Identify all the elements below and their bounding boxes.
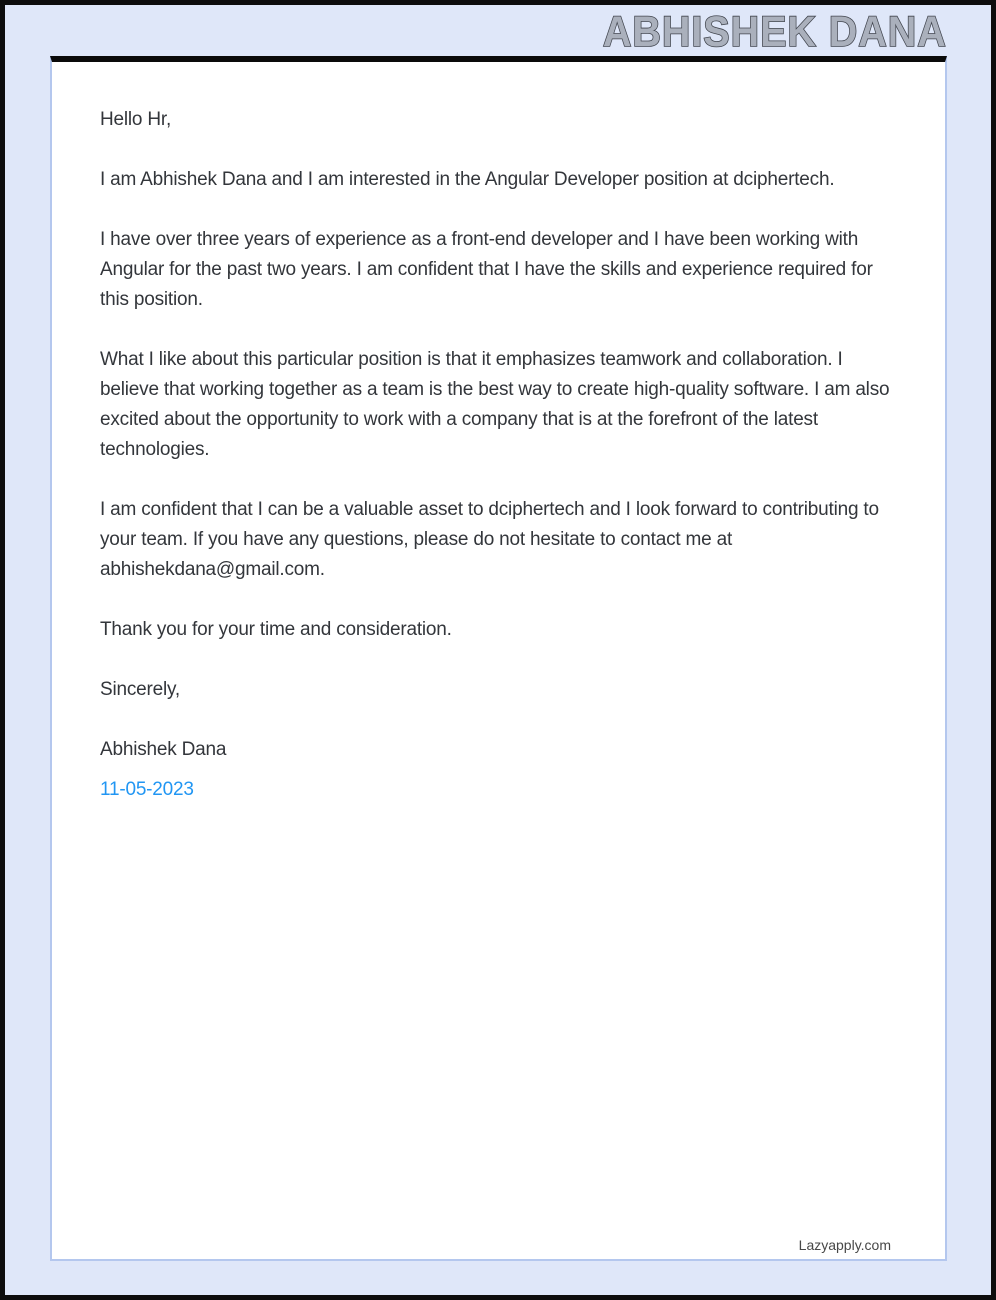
watermark-link[interactable]: Lazyapply.com <box>798 1237 891 1253</box>
greeting-line: Hello Hr, <box>100 109 172 130</box>
paragraph-introduction: I am Abhishek Dana and I am interested in the Angular Developer position at dciphertech. <box>100 169 835 190</box>
paragraph-contact: I am confident that I can be a valuable asset to dciphertech and I look forward to contributing to your team. If you have any questions, please do not hesitate to contact me at abhishekdana@gmail.com. <box>100 499 879 580</box>
letter-date: 11-05-2023 <box>100 779 194 800</box>
letter-sheet <box>50 56 947 1261</box>
paragraph-motivation: What I like about this particular position is that it emphasizes teamwork and collaboration. I believe that working together as a team is the best way to create high-quality software. I am also excited about the opportunity to work with a company that is at the forefront of the latest technologies. <box>100 349 890 460</box>
signature-name: Abhishek Dana <box>100 739 227 760</box>
applicant-name-header: ABHISHEK DANA <box>603 8 947 56</box>
closing-line: Sincerely, <box>100 679 181 700</box>
paragraph-experience: I have over three years of experience as a front-end developer and I have been working with Angular for the past two years. I am confident that I have the skills and experience required for this position. <box>100 229 873 310</box>
paragraph-thanks: Thank you for your time and consideration. <box>100 619 452 640</box>
letter-header <box>50 5 947 56</box>
letter-body <box>100 105 893 1235</box>
